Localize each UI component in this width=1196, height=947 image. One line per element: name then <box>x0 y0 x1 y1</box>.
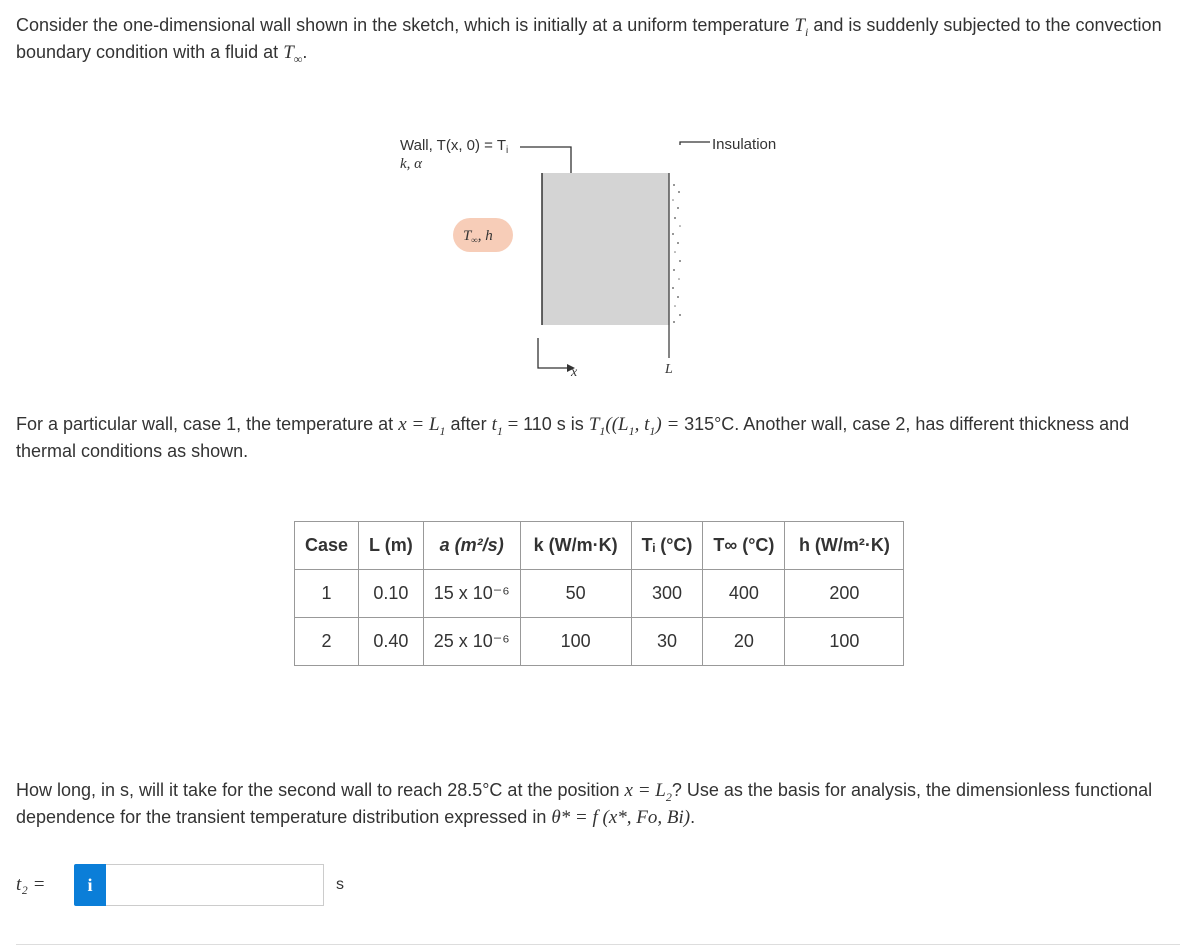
table-header-row <box>295 522 904 570</box>
table-cell: 50 <box>520 570 631 618</box>
fluid-label: $T_\infty$, h <box>463 228 493 245</box>
header-cell: Tᵢ (°C) <box>631 522 703 570</box>
table-row <box>295 618 904 666</box>
x-axis-label: x <box>571 365 578 380</box>
bottom-divider <box>16 944 1180 945</box>
wall-label: Wall, T(x, $0) = T_i$ <box>400 137 509 156</box>
table-cell: 200 <box>785 570 904 618</box>
header-cell: a (m²/s) <box>423 522 520 570</box>
header-cell: T∞ (°C) <box>703 522 785 570</box>
header-cell: k (W/m·K) <box>520 522 631 570</box>
ti-symbol: $T_i$ <box>794 15 809 39</box>
answer-unit: s <box>336 876 344 893</box>
table-row <box>295 570 904 618</box>
header-cell: Case <box>295 522 359 570</box>
tinf-symbol: $T_\infty$ <box>283 42 303 66</box>
wall-sketch <box>395 130 815 380</box>
table-cell: 20 <box>703 618 785 666</box>
answer-input[interactable] <box>106 864 324 906</box>
answer-row <box>16 864 344 906</box>
info-icon[interactable]: i <box>74 864 106 906</box>
table-cell: 1 <box>295 570 359 618</box>
table-cell: 100 <box>520 618 631 666</box>
case-paragraph: For a particular wall, case 1, the temperature at $x = L_1$ after $t_1 = 110$ s is $T_1((L_1$, $t_1) = 315^\circ C$. Another wall, case 2, has different thickness and thermal conditions as shown. <box>16 414 1130 461</box>
intro-paragraph: Consider the one-dimensional wall shown in the sketch, which is initially at a uniform temperature $T_i$ and is suddenly subjected to the convection boundary condition with a fluid at $T_\infty$. <box>16 15 1162 66</box>
insulation-strip <box>669 173 683 325</box>
table-cell: 0.10 <box>359 570 424 618</box>
L-label: L <box>665 362 673 377</box>
table-cell: 15 x 10⁻⁶ <box>423 570 520 618</box>
table-cell: 0.40 <box>359 618 424 666</box>
wall-props-label: k, α <box>400 156 423 172</box>
table-cell: 400 <box>703 570 785 618</box>
answer-label: t₂ = <box>16 874 46 895</box>
header-cell: h (W/m²·K) <box>785 522 904 570</box>
table-cell: 100 <box>785 618 904 666</box>
insulation-label: Insulation <box>712 136 777 153</box>
table-cell: 2 <box>295 618 359 666</box>
table-cell: 25 x 10⁻⁶ <box>423 618 520 666</box>
wall-block <box>542 173 669 325</box>
table-cell: 300 <box>631 570 703 618</box>
header-cell: L (m) <box>359 522 424 570</box>
parameters-table <box>294 521 904 666</box>
table-cell: 30 <box>631 618 703 666</box>
question-paragraph: How long, in s, will it take for the second wall to reach 28.5°C at the position $x = L_2$? Use as the basis for analysis, the dimensionless functional dependence for the transient temperature distribution expressed in θ* = f (x*, Fo, Bi). <box>16 780 1153 828</box>
